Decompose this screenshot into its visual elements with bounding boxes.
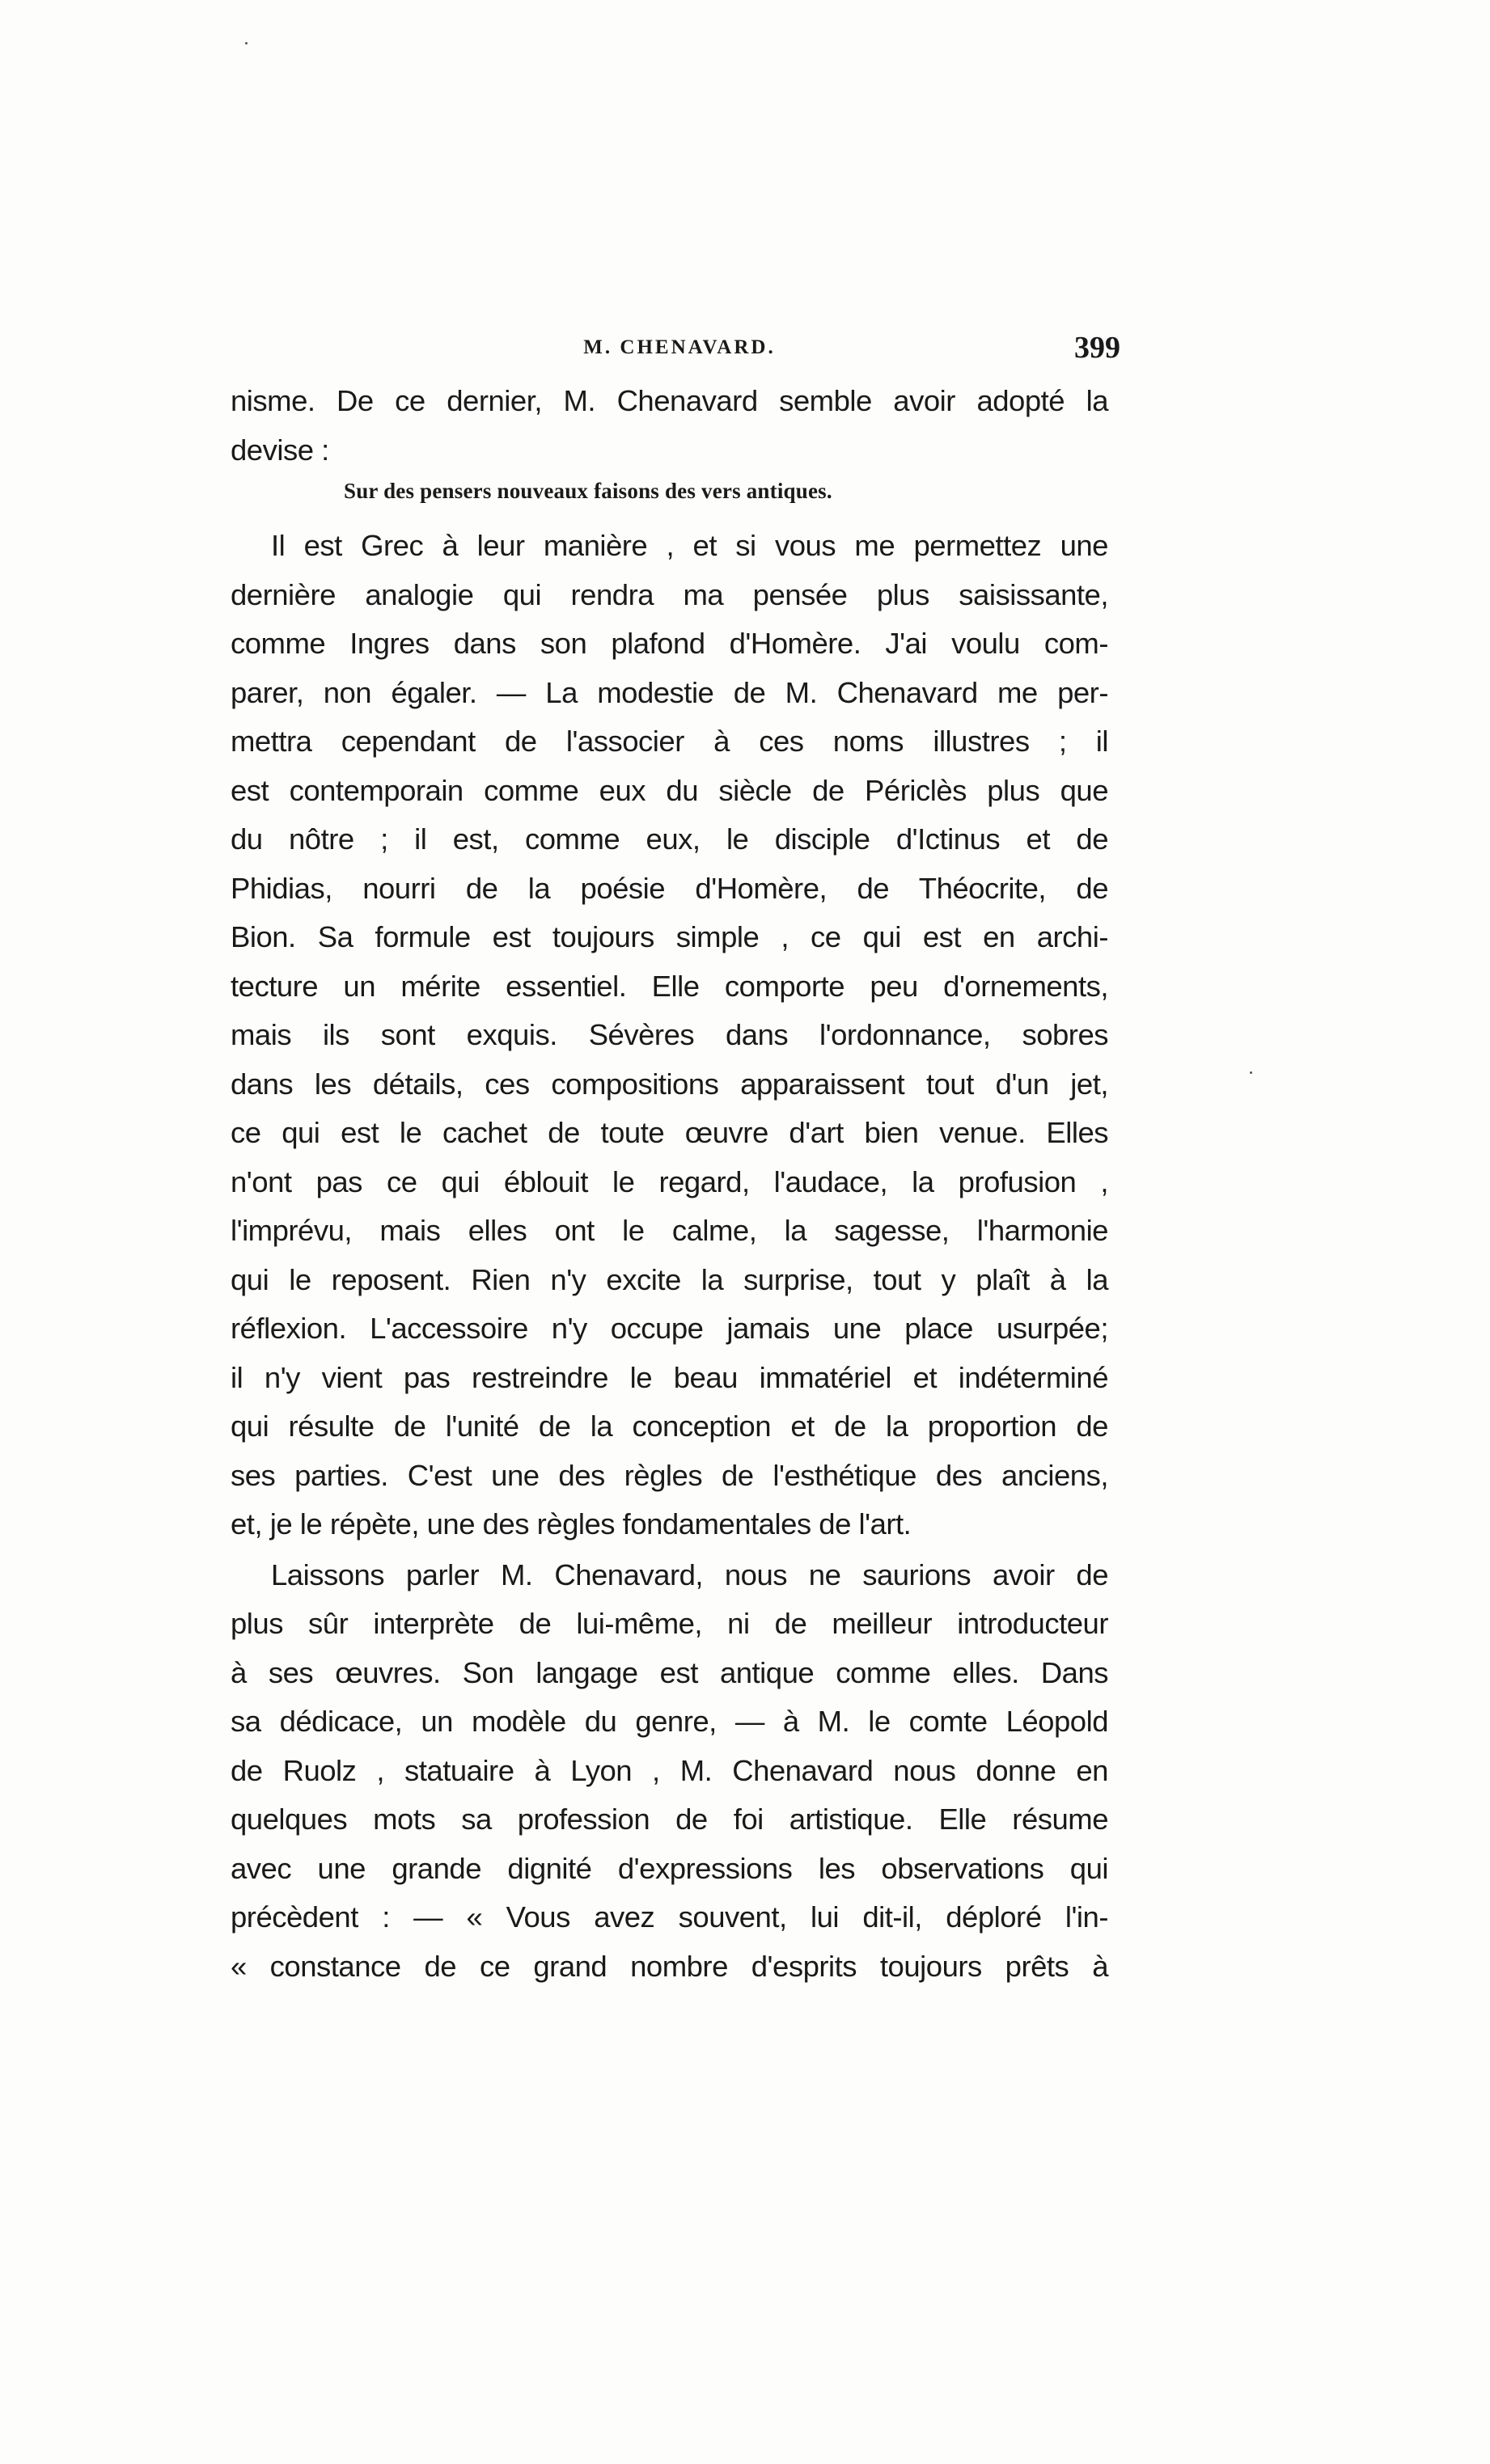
text-line: réflexion. L'accessoire n'y occupe jamais une place usurpée; bbox=[231, 1312, 1108, 1345]
text-line: qui résulte de l'unité de la conception et de la proportion de bbox=[231, 1410, 1108, 1443]
paper-speck bbox=[245, 42, 248, 44]
text-line: Il est Grec à leur manière , et si vous me permettez une bbox=[271, 529, 1108, 562]
text-line: il n'y vient pas restreindre le beau immatériel et indéterminé bbox=[231, 1360, 1108, 1394]
text-line: tecture un mérite essentiel. Elle comporte peu d'ornements, bbox=[231, 969, 1108, 1003]
running-title: M. CHENAVARD. bbox=[583, 336, 776, 358]
text-line: dernière analogie qui rendra ma pensée plus saisissante, bbox=[231, 577, 1108, 611]
text-line: de Ruolz , statuaire à Lyon , M. Chenavard nous donne en bbox=[231, 1753, 1108, 1787]
text-line: ses parties. C'est une des règles de l'esthétique des anciens, bbox=[231, 1458, 1108, 1492]
body-text bbox=[231, 377, 1108, 1991]
text-line: qui le reposent. Rien n'y excite la surprise, tout y plaît à la bbox=[231, 1262, 1108, 1296]
paragraph-1 bbox=[231, 377, 1108, 475]
text-line: devise : bbox=[231, 433, 329, 467]
paper-speck bbox=[1250, 1071, 1252, 1074]
text-line: précèdent : — « Vous avez souvent, lui dit-il, déploré l'in- bbox=[231, 1900, 1108, 1934]
text-line: parer, non égaler. — La modestie de M. Chenavard me per- bbox=[231, 675, 1108, 709]
text-line: comme Ingres dans son plafond d'Homère. J'ai voulu com- bbox=[231, 627, 1108, 660]
text-line: ce qui est le cachet de toute œuvre d'art bien venue. Elles bbox=[231, 1116, 1108, 1149]
text-line: mettra cependant de l'associer à ces noms illustres ; il bbox=[231, 725, 1108, 758]
text-line: quelques mots sa profession de foi artistique. Elle résume bbox=[231, 1803, 1108, 1836]
text-line: Laissons parler M. Chenavard, nous ne saurions avoir de bbox=[271, 1557, 1108, 1591]
text-line: « constance de ce grand nombre d'esprits toujours prêts à bbox=[231, 1949, 1108, 1983]
page-number: 399 bbox=[1074, 331, 1120, 365]
running-head bbox=[231, 330, 1128, 370]
text-line: du nôtre ; il est, comme eux, le disciple d'Ictinus et de bbox=[231, 822, 1108, 856]
text-line: n'ont pas ce qui éblouit le regard, l'audace, la profusion , bbox=[231, 1164, 1108, 1198]
paragraph-2 bbox=[231, 522, 1108, 1549]
text-line: avec une grande dignité d'expressions les observations qui bbox=[231, 1851, 1108, 1885]
text-line: est contemporain comme eux du siècle de Périclès plus que bbox=[231, 773, 1108, 807]
text-line: et, je le répète, une des règles fondamentales de l'art. bbox=[231, 1507, 912, 1541]
text-line: Phidias, nourri de la poésie d'Homère, de Théocrite, de bbox=[231, 871, 1108, 905]
text-line: à ses œuvres. Son langage est antique comme elles. Dans bbox=[231, 1655, 1108, 1689]
text-line: l'imprévu, mais elles ont le calme, la sagesse, l'harmonie bbox=[231, 1214, 1108, 1247]
quoted-verse: Sur des pensers nouveaux faisons des vers antiques. bbox=[344, 479, 832, 503]
text-line: sa dédicace, un modèle du genre, — à M. le comte Léopold bbox=[231, 1705, 1108, 1738]
paragraph-3 bbox=[231, 1551, 1108, 1992]
text-line: nisme. De ce dernier, M. Chenavard semble avoir adopté la bbox=[231, 384, 1108, 417]
text-line: plus sûr interprète de lui-même, ni de meilleur introducteur bbox=[231, 1607, 1108, 1640]
text-line: Bion. Sa formule est toujours simple , ce qui est en archi- bbox=[231, 920, 1108, 953]
text-line: mais ils sont exquis. Sévères dans l'ordonnance, sobres bbox=[231, 1018, 1108, 1051]
text-line: dans les détails, ces compositions apparaissent tout d'un jet, bbox=[231, 1067, 1108, 1101]
